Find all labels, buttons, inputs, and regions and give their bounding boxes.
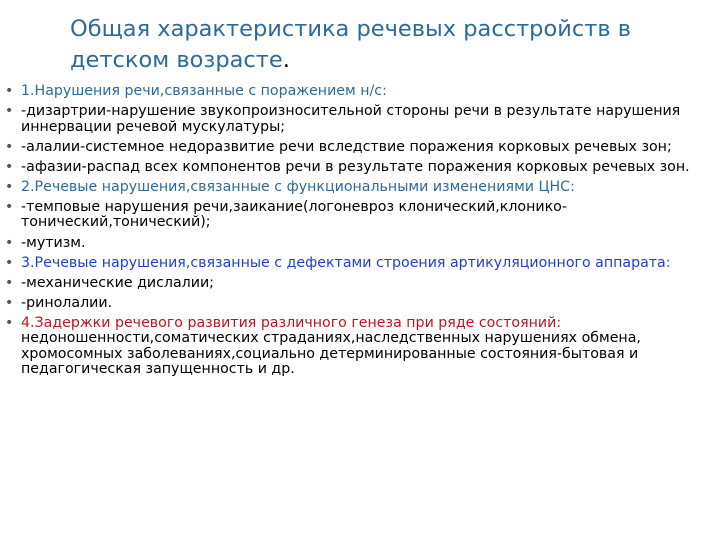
item-text: -мутизм. [21, 234, 86, 251]
list-item [5, 180, 710, 196]
list-item [5, 140, 710, 156]
item-text: 3.Речевые нарушения,связанные с дефектами строения артикуляционного аппарата: [21, 254, 671, 271]
bullet-icon: • [5, 254, 14, 271]
slide-title [70, 14, 710, 76]
bullet-icon: • [5, 314, 14, 331]
title-period: . [282, 47, 290, 73]
bullet-icon: • [5, 274, 14, 291]
list-item [5, 316, 710, 378]
list-item [5, 104, 710, 135]
item-text: -афазии-распад всех компонентов речи в результате поражения корковых речевых зон. [21, 158, 690, 175]
item-text: -ринолалии. [21, 294, 113, 311]
list-item [5, 160, 710, 176]
list-item [5, 236, 710, 252]
bullet-icon: • [5, 138, 14, 155]
bullet-icon: • [5, 103, 14, 120]
item-text: -механические дислалии; [21, 274, 214, 291]
bullet-icon: • [5, 158, 14, 175]
item-text-tail: недоношенности,соматических страданиях,наследственных нарушениях обмена, хромосомных заболеваниях,социально детерминированные состояния-бытовая и педагогическая запущенность и др. [21, 330, 641, 378]
list-item [5, 200, 710, 231]
item-text: -дизартрии-нарушение звукопроизносительной стороны речи в результате нарушения иннервации речевой мускулатуры; [21, 103, 681, 135]
item-text: 4.Задержки речевого развития различного генеза при ряде состояний: [21, 314, 562, 331]
item-text: -алалии-системное недоразвитие речи вследствие поражения корковых речевых зон; [21, 138, 672, 155]
item-text: 1.Нарушения речи,связанные с поражением н/с: [21, 83, 387, 99]
list-item [5, 256, 710, 272]
bullet-icon: • [5, 294, 14, 311]
item-text: -темповые нарушения речи,заикание(логоневроз клонический,клонико-тонический,тонический); [21, 198, 567, 231]
bullet-icon: • [5, 178, 14, 195]
list-item [5, 276, 710, 292]
list-item [5, 296, 710, 312]
bullet-icon: • [5, 234, 14, 251]
title-text: Общая характеристика речевых расстройств в детском возрасте [70, 16, 631, 73]
bullet-icon: • [5, 198, 14, 215]
item-text: 2.Речевые нарушения,связанные с функциональными изменениями ЦНС: [21, 178, 575, 195]
bullet-list [5, 84, 710, 383]
bullet-icon: • [5, 83, 14, 99]
list-item [5, 84, 710, 100]
